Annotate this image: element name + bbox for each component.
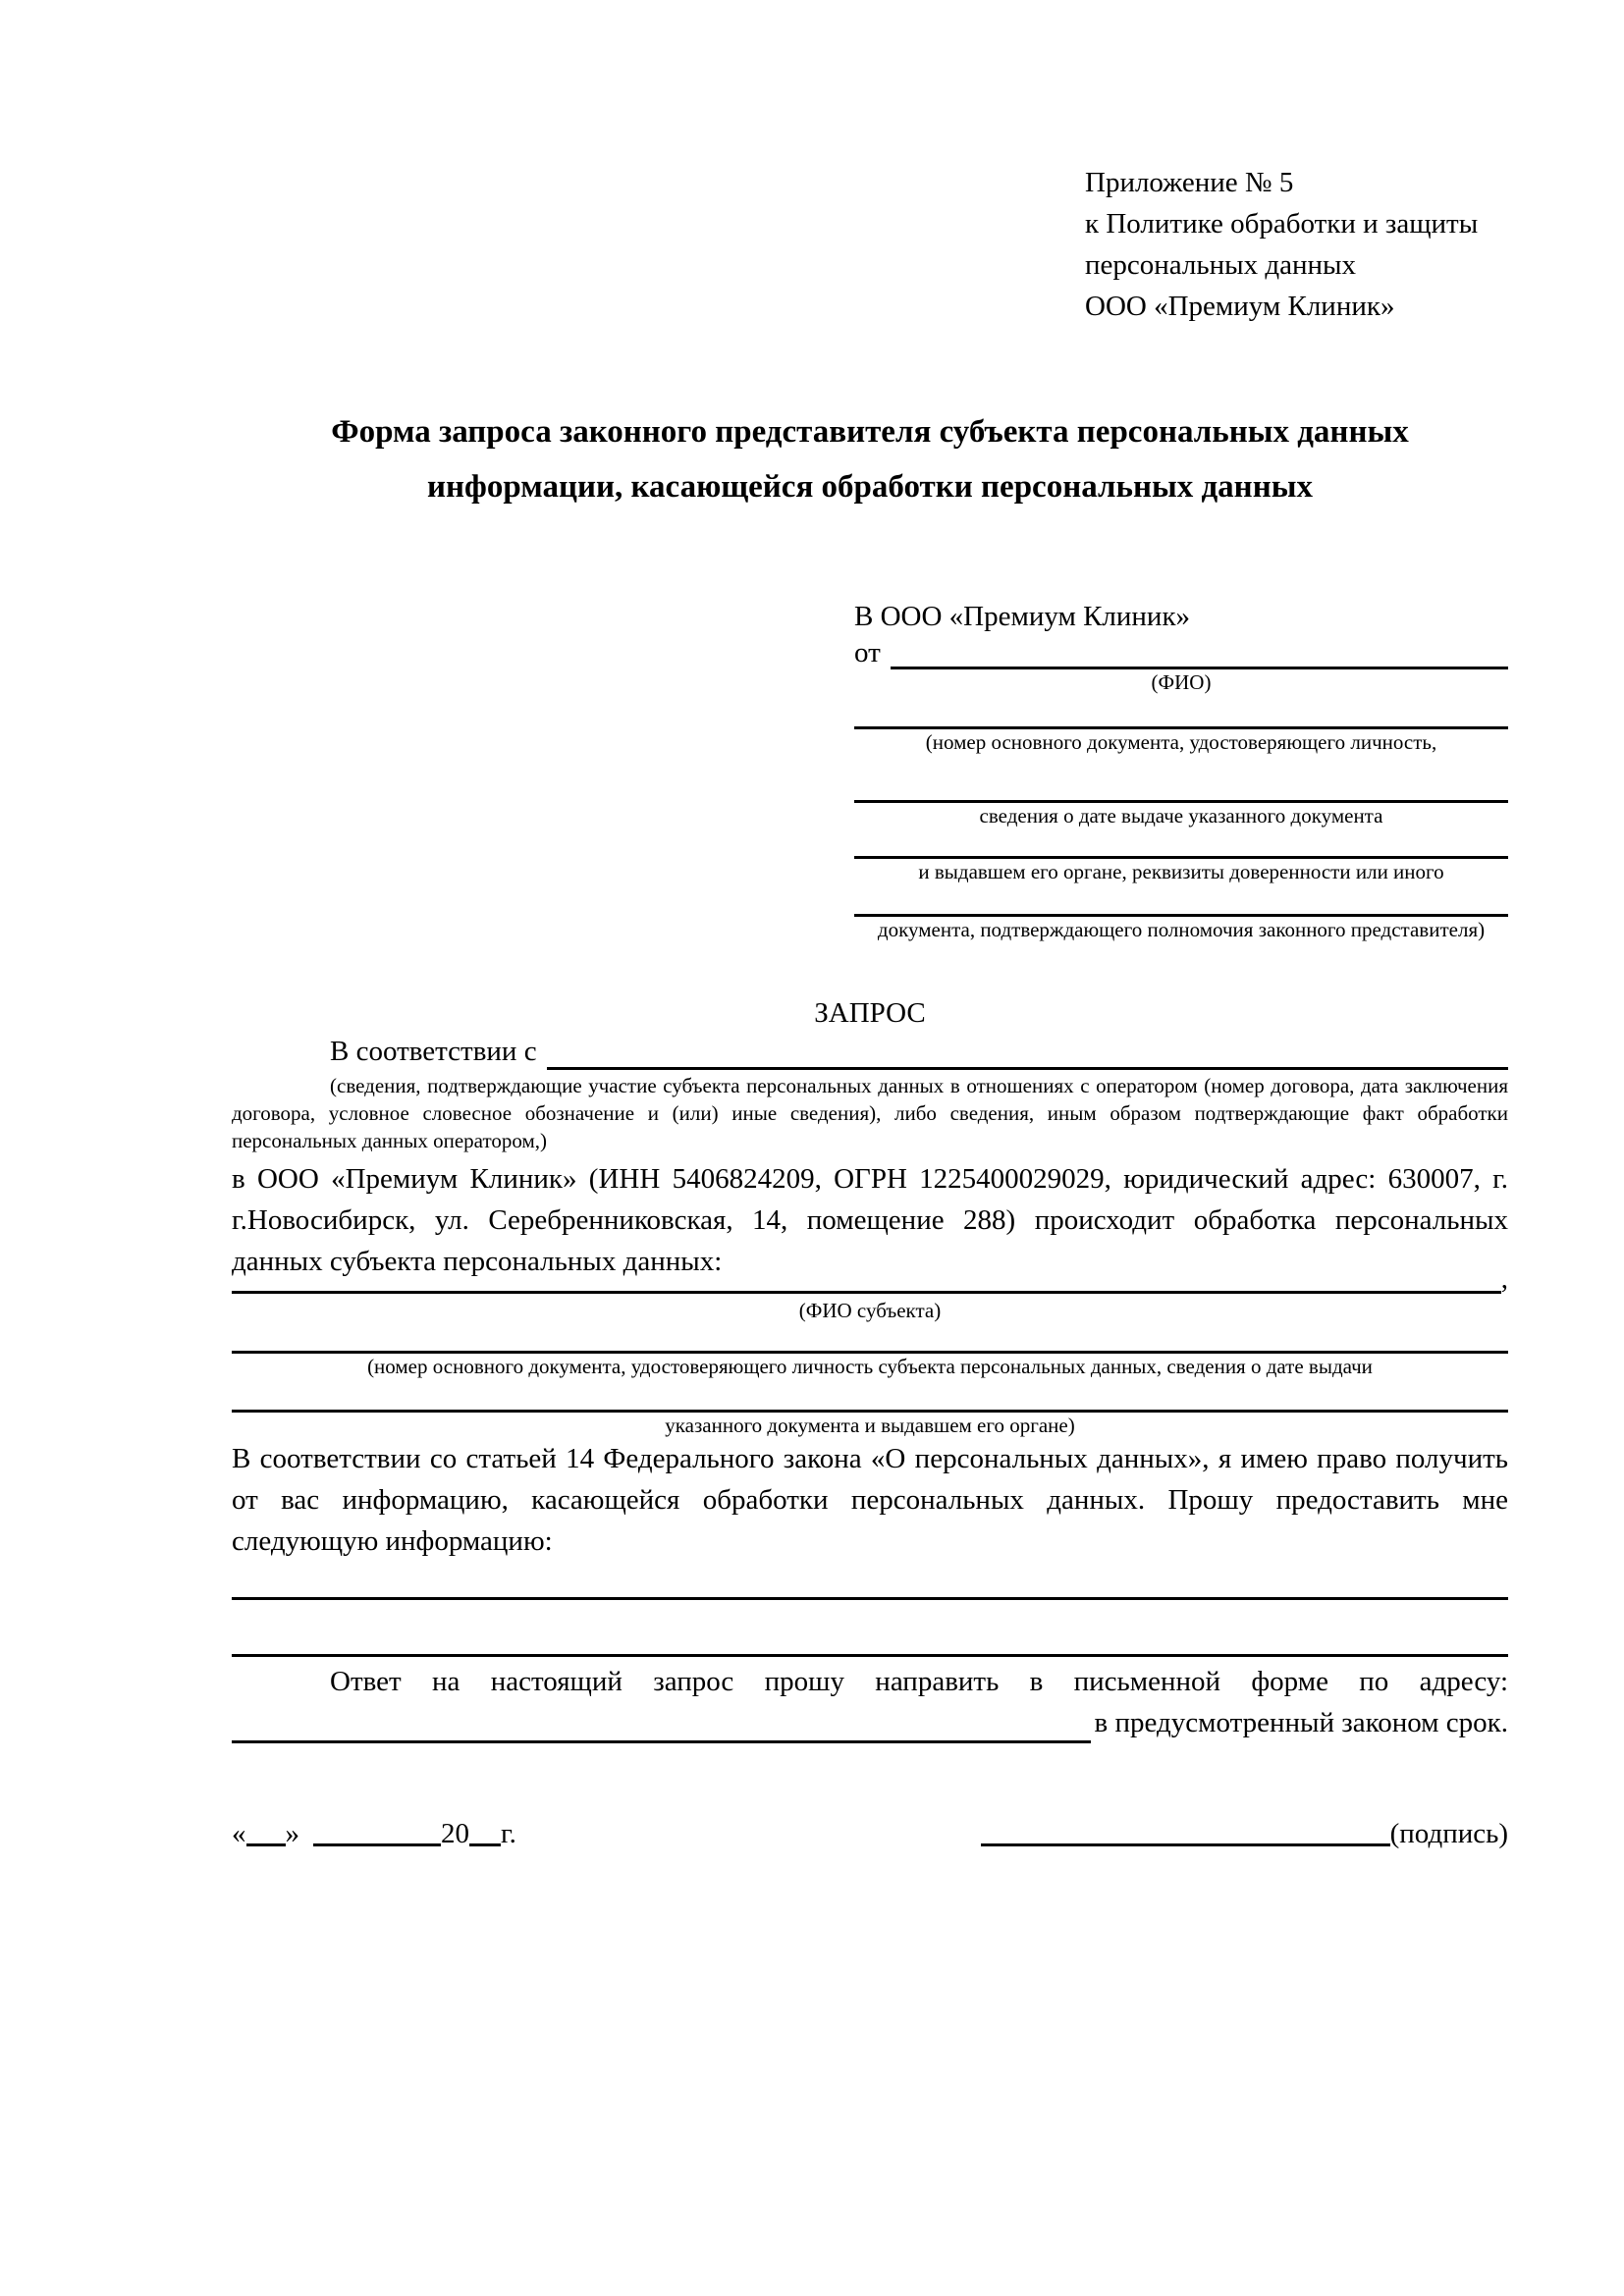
accordance-row — [232, 1033, 1508, 1070]
accordance-fill-line — [547, 1037, 1508, 1070]
signature-caption: (подпись) — [1389, 1818, 1508, 1849]
blank-line — [232, 1379, 1508, 1413]
reply-address-row — [232, 1702, 1508, 1743]
subject-fio-row — [232, 1264, 1508, 1294]
appendix-header — [1085, 162, 1508, 327]
subject-doc-caption-1: (номер основного документа, удостоверяющего личность субъекта персональных данных, сведения о дате выдачи — [367, 1355, 1373, 1378]
appendix-header-line: к Политике обработки и защиты — [1085, 208, 1479, 240]
accordance-label: В соответствии с — [330, 1036, 537, 1067]
law-paragraph: В соответствии со статьей 14 Федерального закона «О персональных данных», я имею право получить от вас информацию, касающейся обработки персональных данных. Прошу предоставить мне следующую информацию: — [232, 1443, 1508, 1557]
signature-field — [981, 1816, 1508, 1851]
doc-caption: (номер основного документа, удостоверяющего личность, — [925, 730, 1437, 754]
addressee-organization: В ООО «Премиум Клиник» — [854, 601, 1191, 632]
blank-line — [854, 884, 1508, 917]
operator-paragraph: в ООО «Премиум Клиник» (ИНН 5406824209, ОГРН 1225400029029, юридический адрес: 630007, г. г.Новосибирск, ул. Серебренниковская, 14, помещение 288) происходит обработка персональных данных субъекта персональных данных: — [232, 1163, 1508, 1277]
reply-address-fill-line — [232, 1702, 1091, 1743]
from-row — [854, 636, 1508, 669]
fio-caption: (ФИО) — [1151, 670, 1212, 694]
reply-paragraph: Ответ на настоящий запрос прошу направить в письменной форме по адресу: — [330, 1666, 1508, 1697]
subject-fio-fill-line — [232, 1264, 1501, 1294]
from-fill-line — [891, 636, 1508, 669]
date-field — [232, 1816, 516, 1851]
doc-caption: и выдавшем его органе, реквизиты доверенности или иного — [918, 860, 1444, 883]
accordance-caption: (сведения, подтверждающие участие субъекта персональных данных в отношениях с оператором (номер договора, дата заключения договора, условное словесное обозначение и (или) иные сведения), либо сведения, иным образом подтверждающие факт обработки персональных данных оператором,) — [232, 1074, 1508, 1152]
close-quote: » — [285, 1818, 299, 1849]
signature-blank-line — [981, 1818, 1390, 1846]
request-heading: ЗАПРОС — [814, 997, 926, 1029]
year-suffix: г. — [501, 1818, 516, 1849]
appendix-header-line: Приложение № 5 — [1085, 167, 1294, 198]
trailing-comma: , — [1500, 1263, 1508, 1295]
form-title-line-1: Форма запроса законного представителя субъекта персональных данных — [331, 414, 1409, 450]
open-quote: « — [232, 1818, 246, 1849]
signature-row — [232, 1816, 1508, 1851]
doc-caption: документа, подтверждающего полномочия законного представителя) — [877, 918, 1486, 941]
blank-line — [232, 1562, 1508, 1600]
doc-caption: сведения о дате выдаче указанного документа — [979, 804, 1383, 828]
reply-tail: в предусмотренный законом срок. — [1094, 1707, 1508, 1738]
form-title-line-2: информации, касающейся обработки персональных данных — [427, 469, 1313, 505]
subject-fio-caption: (ФИО субъекта) — [798, 1299, 942, 1322]
appendix-header-line: ООО «Премиум Клиник» — [1085, 291, 1395, 322]
blank-line — [854, 755, 1508, 803]
blank-line — [854, 695, 1508, 729]
blank-line — [854, 828, 1508, 859]
day-blank — [246, 1818, 286, 1846]
month-blank — [313, 1818, 441, 1846]
blank-line — [232, 1323, 1508, 1354]
year-blank — [469, 1818, 501, 1846]
from-label: от — [854, 637, 881, 668]
blank-line — [232, 1600, 1508, 1657]
year-prefix: 20 — [441, 1818, 469, 1849]
appendix-header-line: персональных данных — [1085, 249, 1357, 281]
addressee-block — [854, 597, 1508, 942]
form-title — [232, 404, 1508, 514]
subject-doc-caption-2: указанного документа и выдавшем его органе) — [665, 1414, 1075, 1437]
